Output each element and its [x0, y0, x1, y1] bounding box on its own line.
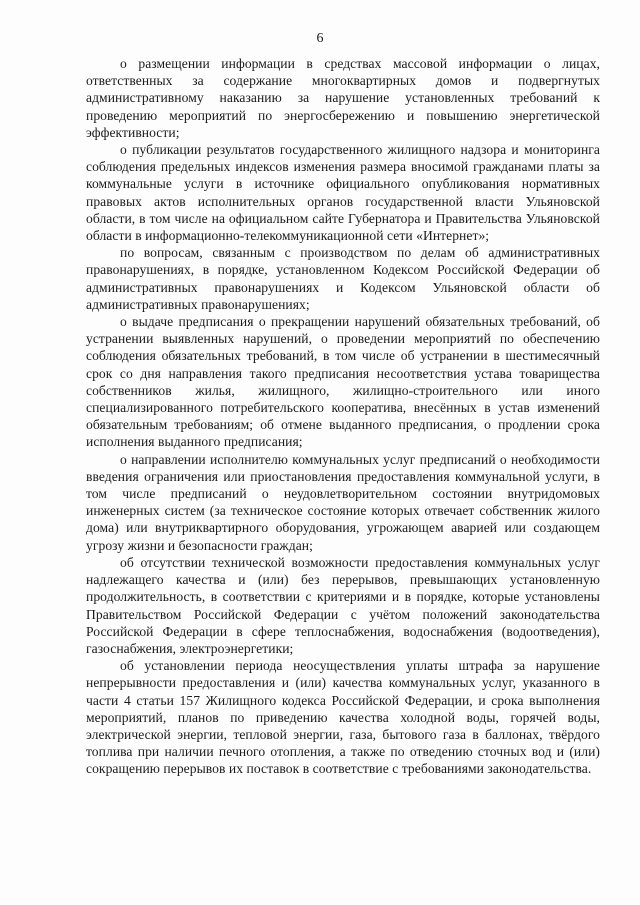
page-number: 6 — [316, 31, 324, 46]
paragraph-housing-supervision-results: о публикации результатов государственного жилищного надзора и мониторинга соблюдения предельных индексов изменения размера вносимой гражданами платы за коммунальные услуги в источнике официального опубликования нормативных правовых актов исполнительных органов государственной власти Ульяновской области, в том числе на официальном сайте Губернатора и Правительства Ульяновской области в информационно-телекоммуникационной сети «Интернет»; — [86, 142, 600, 244]
paragraph-mass-media-publication: о размещении информации в средствах массовой информации о лицах, ответственных за содержание многоквартирных домов и подвергнутых административному наказанию за нарушение установленных требований к проведению мероприятий по энергосбережению и повышению энергетической эффективности; — [86, 56, 600, 140]
paragraph-issuing-orders: о выдаче предписания о прекращении нарушений обязательных требований, об устранении выявленных нарушений, о проведении мероприятий по обеспечению соблюдения обязательных требований, в том числе об устранении в шестимесячный срок со дня направления такого предписания несоответствия устава товарищества собственников жилья, жилищного, жилищно-строительного или иного специализированного потребительского кооператива, внесённых в устав изменений обязательным требованиям; об отмене выданного предписания, о продлении срока исполнения выданного предписания; — [86, 314, 600, 450]
paragraph-administrative-offenses: по вопросам, связанным с производством по делам об административных правонарушениях, в порядке, установленном Кодексом Российской Федерации об административных правонарушениях и Кодексом Ульяновской области об административных правонарушениях; — [86, 245, 600, 312]
paragraph-technical-impossibility: об отсутствии технической возможности предоставления коммунальных услуг надлежащего качества и (или) без перерывов, превышающих установленную продолжительность, в соответствии с критериями и в порядке, которые установлены Правительством Российской Федерации с учётом положений законодательства Российской Федерации в сфере теплоснабжения, водоснабжения (водоотведения), газоснабжения, электроэнергетики; — [86, 554, 600, 656]
document-body — [86, 55, 600, 778]
paragraph-utility-provider-orders: о направлении исполнителю коммунальных услуг предписаний о необходимости введения ограничения или приостановления предоставления коммунальной услуги, в том числе предписаний о неудовлетворительном состоянии внутридомовых инженерных систем (за техническое состояние которых отвечает собственник жилого дома) или внутриквартирного оборудования, угрожающем аварией или создающем угрозу жизни и безопасности граждан; — [86, 451, 600, 553]
paragraph-fine-period: об установлении периода неосуществления уплаты штрафа за нарушение непрерывности предоставления и (или) качества коммунальных услуг, указанного в части 4 статьи 157 Жилищного кодекса Российской Федерации, и срока выполнения мероприятий, планов по приведению качества холодной воды, горячей воды, электрической энергии, тепловой энергии, газа, бытового газа в баллонах, твёрдого топлива при наличии печного отопления, а также по отведению сточных вод и (или) сокращению перерывов их поставок в соответствие с требованиями законодательства. — [86, 658, 600, 777]
